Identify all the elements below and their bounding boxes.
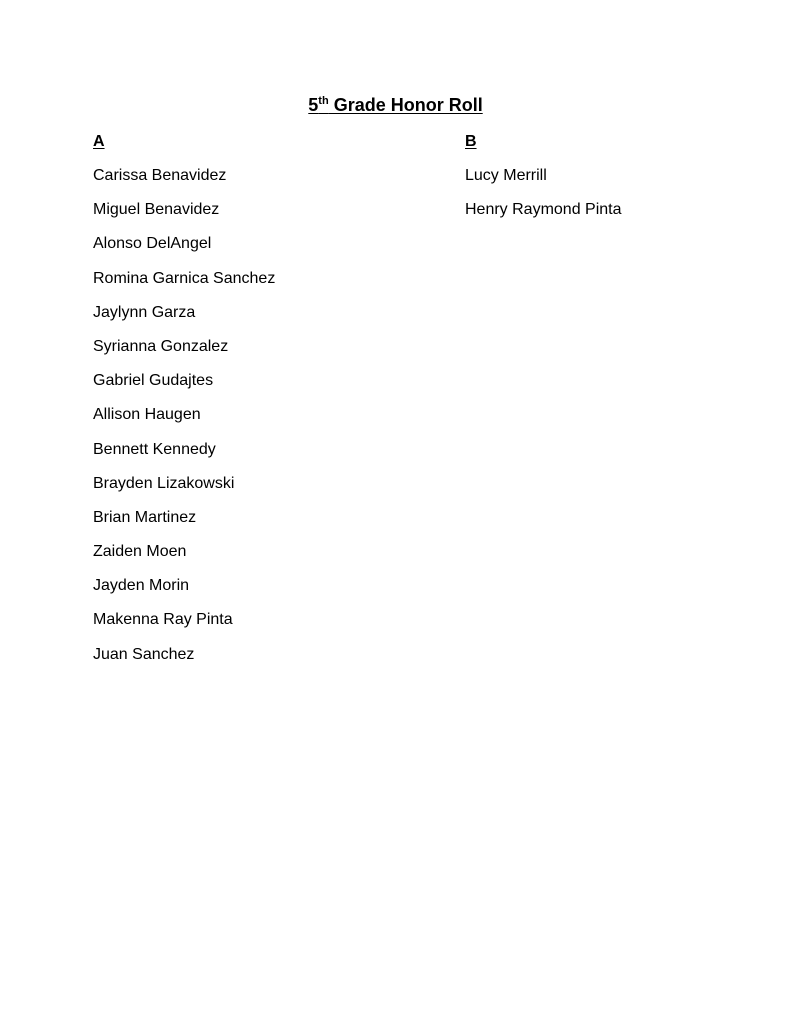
- list-item: Makenna Ray Pinta: [93, 611, 233, 629]
- list-item: Bennett Kennedy: [93, 440, 216, 458]
- honor-roll-a-column: [93, 132, 275, 679]
- b-column-heading: B: [465, 133, 477, 150]
- list-item: Jaylynn Garza: [93, 303, 196, 321]
- title-text: [308, 95, 482, 115]
- list-item: Lucy Merrill: [465, 167, 547, 184]
- honor-roll-b-column: [465, 132, 622, 234]
- list-item: Romina Garnica Sanchez: [93, 269, 276, 287]
- list-item: Carissa Benavidez: [93, 167, 227, 184]
- a-column-heading: A: [93, 133, 105, 150]
- list-item: Juan Sanchez: [93, 645, 195, 663]
- list-item: Jayden Morin: [93, 577, 190, 595]
- list-item: Brayden Lizakowski: [93, 474, 235, 492]
- list-item: Henry Raymond Pinta: [465, 201, 622, 219]
- list-item: Zaiden Moen: [93, 543, 187, 561]
- list-item: Brian Martinez: [93, 508, 197, 526]
- list-item: Gabriel Gudajtes: [93, 372, 214, 390]
- page-title: [0, 93, 791, 117]
- b-name-list: [465, 166, 622, 220]
- list-item: Syrianna Gonzalez: [93, 337, 229, 355]
- a-name-list: [93, 166, 275, 665]
- title-label: Grade Honor Roll: [328, 95, 483, 115]
- list-item: Miguel Benavidez: [93, 201, 220, 219]
- list-item: Allison Haugen: [93, 406, 201, 424]
- list-item: Alonso DelAngel: [93, 235, 212, 253]
- title-ordinal-number: 5: [308, 95, 319, 115]
- title-ordinal-suffix: th: [318, 95, 329, 107]
